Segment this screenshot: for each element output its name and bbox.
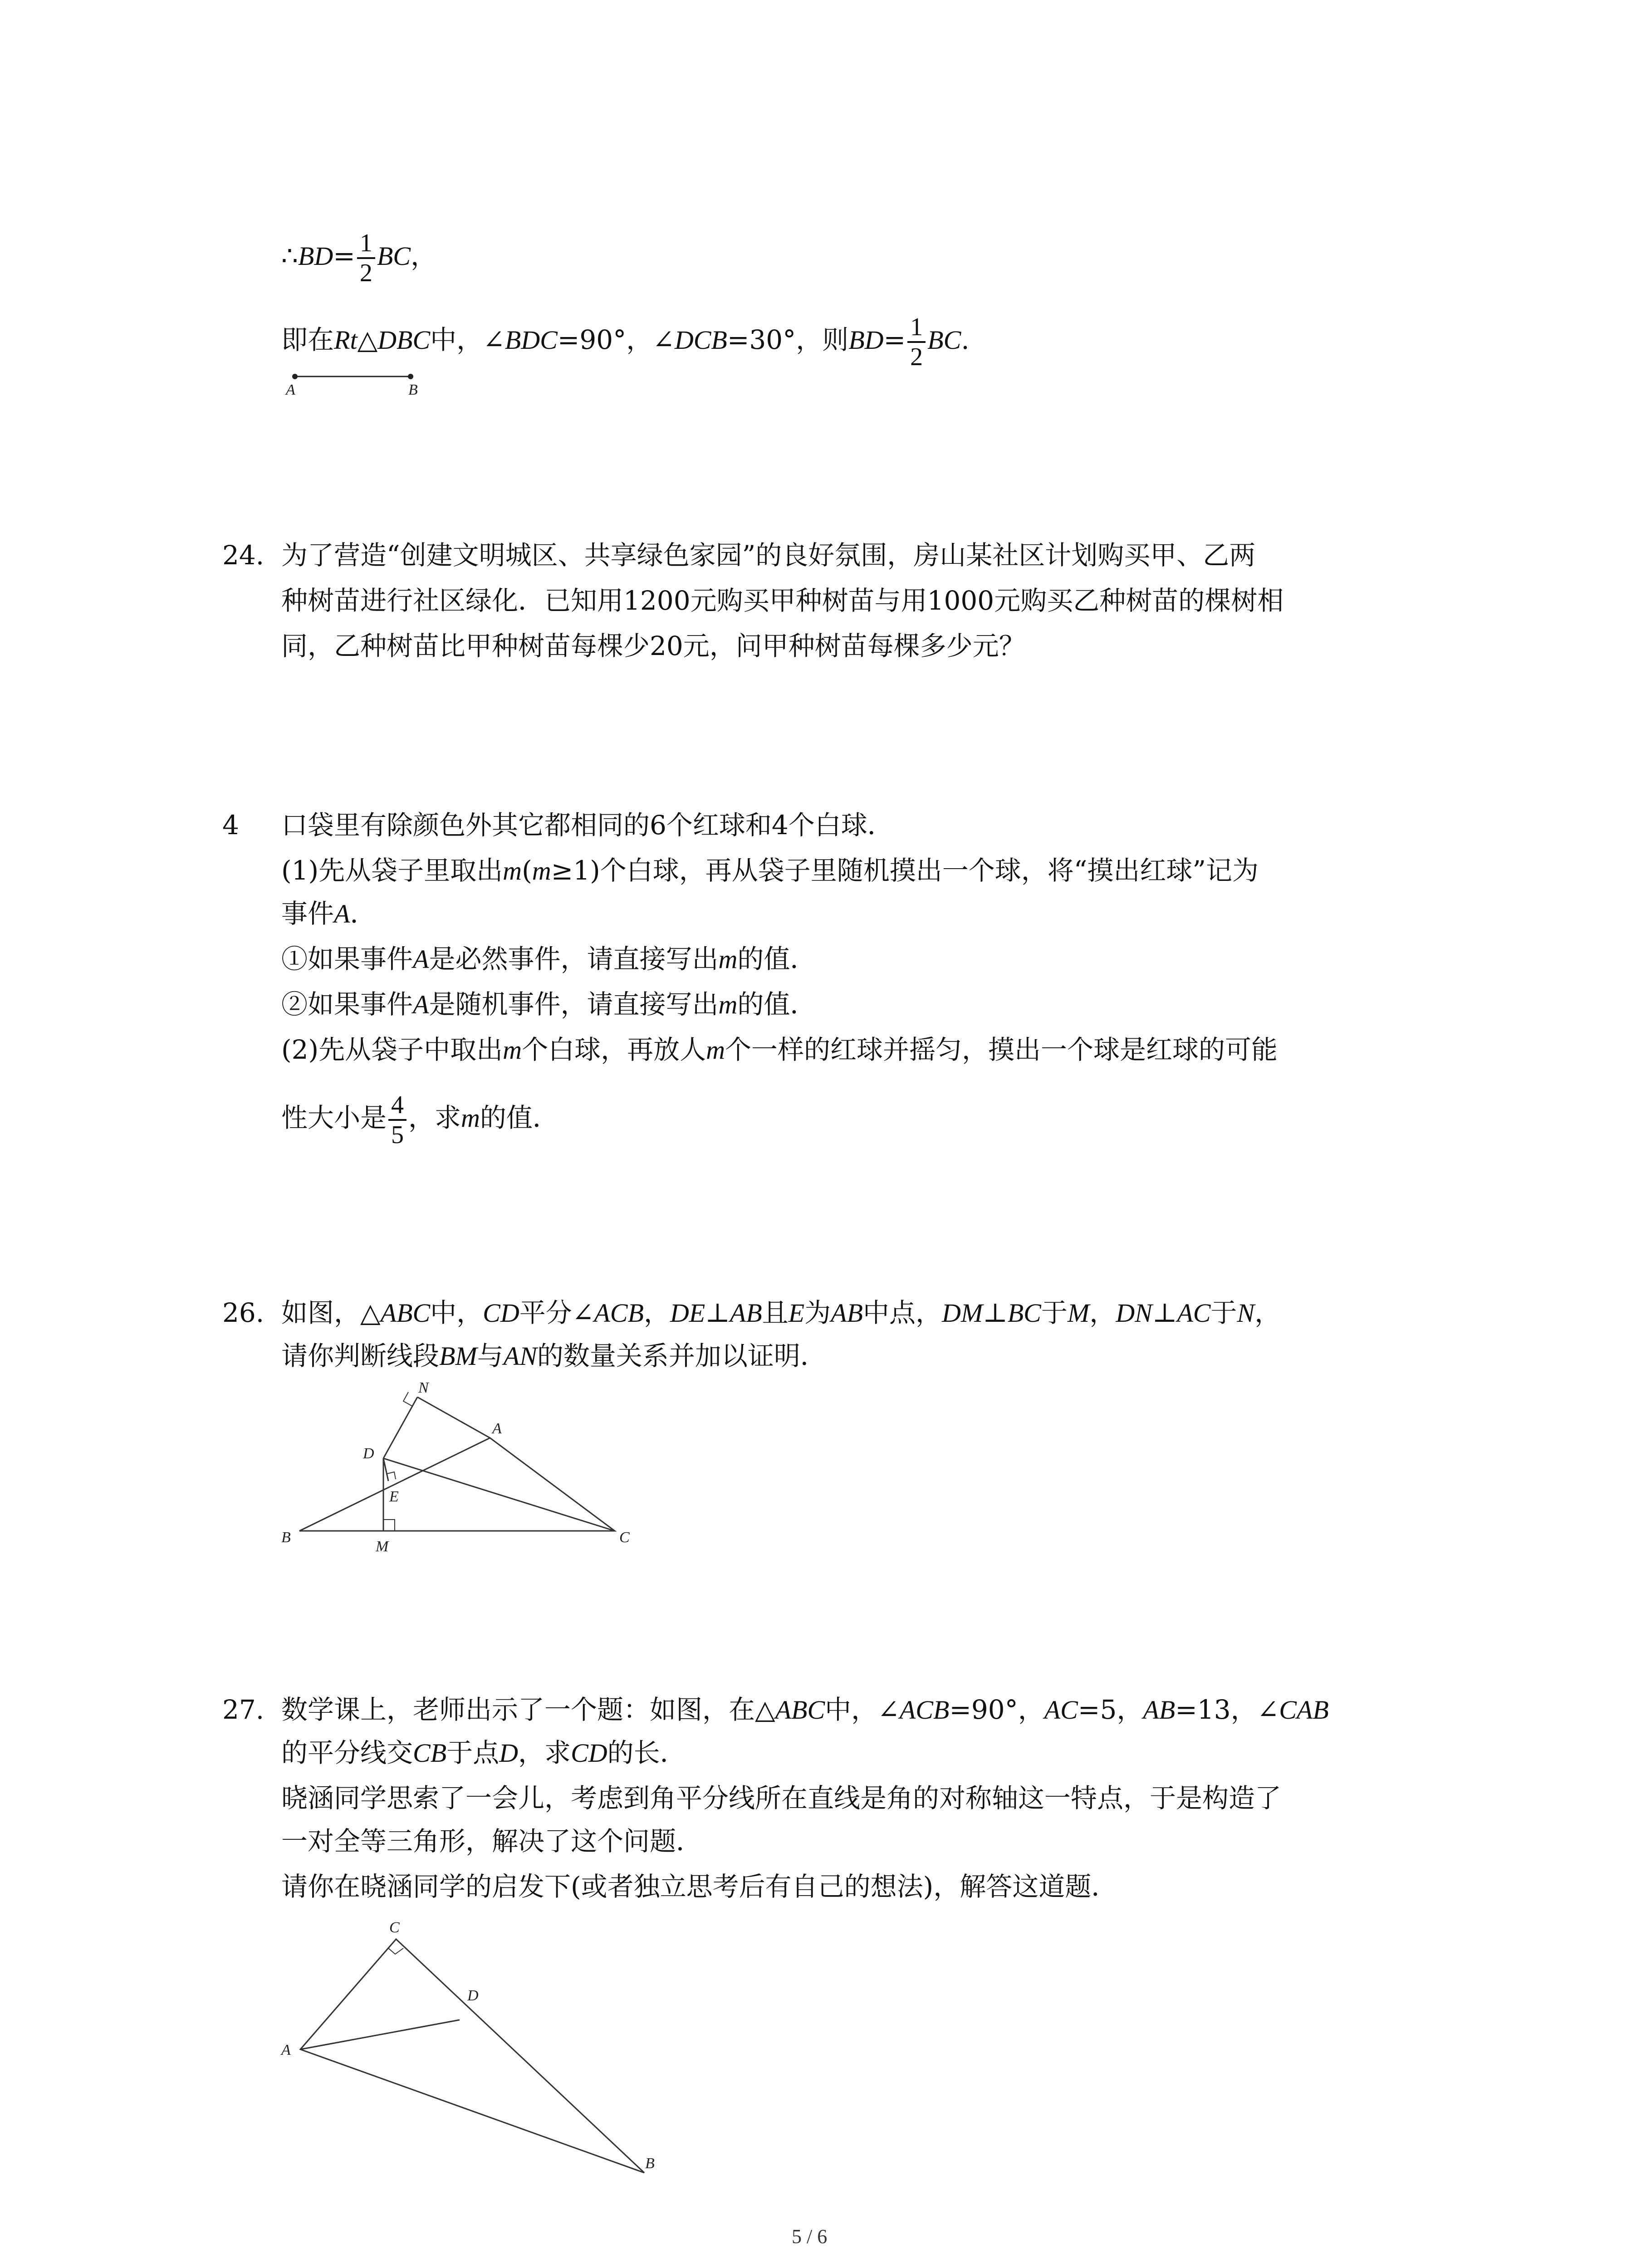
solution-line-1: ∴BD= $\frac{1}{2}$ BC，: [281, 229, 437, 287]
q25-line-5: ②如果事件A是随机事件，请直接写出m的值．: [281, 989, 817, 1020]
solution-line-2: 即在Rt△DBC中，∠BDC=90°，∠DCB=30°，则BD= $\frac{1}{2}$ BC.: [281, 313, 970, 371]
q25-line-3: 事件A．: [281, 898, 377, 929]
fraction-one-half: $\frac{1}{2}$: [907, 313, 926, 371]
q25-line-4: ①如果事件A是必然事件，请直接写出m的值．: [281, 943, 817, 974]
q27-line-4: 一对全等三角形，解决了这个问题．: [281, 1826, 703, 1857]
segment-ab-figure: [272, 363, 436, 399]
segment-label-b: B: [408, 381, 418, 398]
q26-triangle-figure: [272, 1379, 653, 1560]
q27-label-a: A: [281, 2042, 291, 2058]
q27-line-3: 晓涵同学思索了一会儿，考虑到角平分线所在直线是角的对称轴这一特点，于是构造了: [281, 1783, 1282, 1813]
q25-line-2: (1)先从袋子里取出m(m≥1)个白球，再从袋子里随机摸出一个球，将“摸出红球”记为: [281, 855, 1259, 886]
q26-label-m: M: [376, 1538, 389, 1555]
q26-label-c: C: [619, 1529, 630, 1546]
fraction-one-half: $\frac{1}{2}$: [357, 229, 375, 287]
q26-line-1: 26. 如图，△ABC中，CD平分∠ACB，DE⊥AB且E为AB中点，DM⊥BC于M，DN⊥AC于N，: [222, 1297, 1281, 1328]
segment-label-a: A: [286, 381, 295, 398]
q25-number: 4: [222, 810, 239, 841]
q26-number: 26.: [222, 1297, 265, 1328]
q26-label-n: N: [418, 1379, 429, 1396]
q26-line-2: 请你判断线段BM与AN的数量关系并加以证明．: [281, 1340, 827, 1371]
q26-label-a: A: [492, 1420, 502, 1437]
q25-line-1: 4 口袋里有除颜色外其它都相同的6个红球和4个白球．: [222, 810, 894, 841]
q26-label-e: E: [389, 1488, 399, 1505]
q27-line-1: 27. 数学课上，老师出示了一个题：如图，在△ABC中，∠ACB=90°，AC=5，AB=13，∠CAB: [222, 1694, 1329, 1725]
q27-number: 27.: [222, 1694, 265, 1725]
q27-line-5: 请你在晓涵同学的启发下(或者独立思考后有自己的想法)，解答这道题．: [281, 1871, 1118, 1902]
q24-line-1: 24. 为了营造“创建文明城区、共享绿色家园”的良好氛围，房山某社区计划购买甲、乙两: [222, 540, 1256, 571]
q24-number: 24.: [222, 540, 265, 571]
q26-label-b: B: [281, 1529, 291, 1546]
q26-label-d: D: [363, 1445, 374, 1462]
q24-line-2: 种树苗进行社区绿化．已知用1200元购买甲种树苗与用1000元购买乙种树苗的棵树相: [281, 585, 1284, 616]
q27-label-d: D: [467, 1987, 479, 2004]
q27-line-2: 的平分线交CB于点D，求CD的长．: [281, 1737, 686, 1768]
q25-line-7: 性大小是 $\frac{4}{5}$ ，求m的值．: [281, 1091, 559, 1149]
page-number: 5 / 6: [792, 2225, 828, 2248]
q25-line-6: (2)先从袋子中取出m个白球，再放人m个一样的红球并摇匀，摸出一个球是红球的可能: [281, 1034, 1278, 1065]
q27-label-c: C: [389, 1919, 400, 1936]
fraction-four-fifths: $\frac{4}{5}$: [388, 1091, 407, 1149]
q27-triangle-figure: [272, 1910, 681, 2191]
q24-line-3: 同，乙种树苗比甲种树苗每棵少20元，问甲种树苗每棵多少元？: [281, 631, 1025, 661]
q27-label-b: B: [645, 2155, 655, 2172]
